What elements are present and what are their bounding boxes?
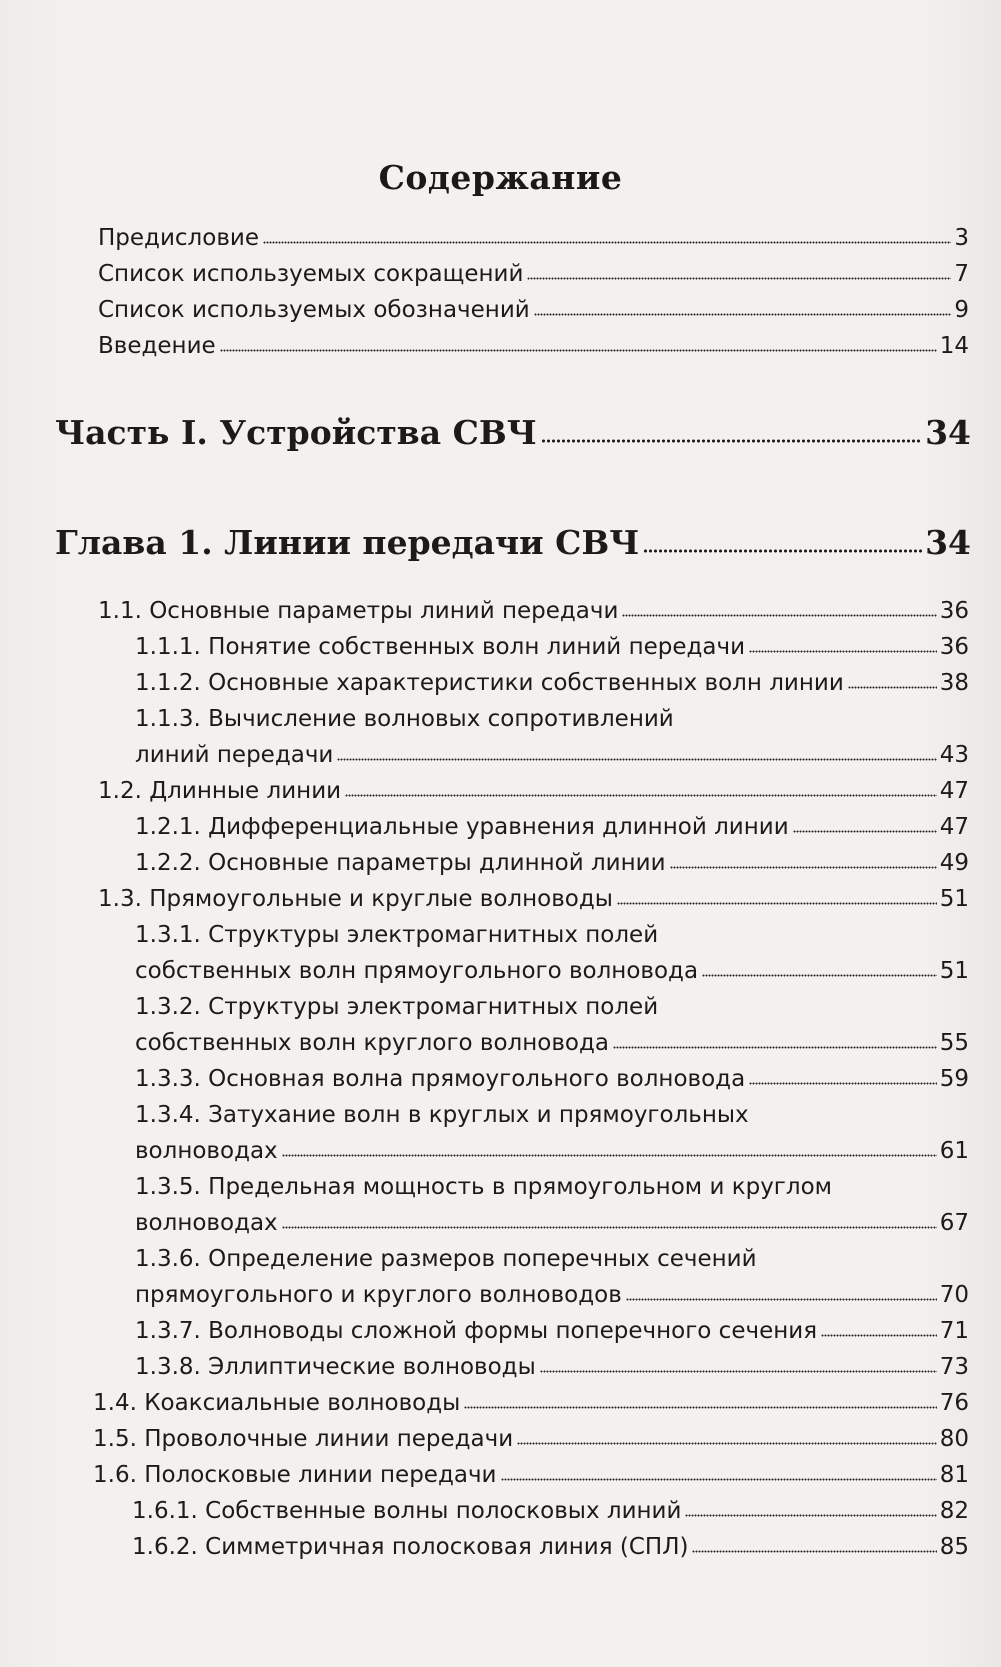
dot-leader [527,276,951,280]
toc-entry-label: 1.3.3. Основная волна прямоугольного волновода [135,1066,746,1092]
page-number: 47 [939,814,969,840]
dot-leader [643,548,922,554]
page-number: 14 [939,333,969,359]
page-number: 36 [939,598,969,624]
toc-entry-label: 1.5. Проволочные линии передачи [93,1426,514,1452]
dot-leader [793,829,937,833]
page-number: 36 [939,634,969,660]
toc-entry-label: собственных волн прямоугольного волновода [135,958,699,984]
toc-entry-label: 1.3.7. Волноводы сложной формы поперечного сечения [135,1318,818,1344]
toc-entry-1-3-5 [135,1210,969,1236]
toc-entry-1-1-2 [135,670,969,696]
dot-leader [702,973,937,977]
toc-entry-part-1 [55,413,971,452]
page-number: 76 [939,1390,969,1416]
toc-entry-abbreviations [98,261,969,287]
toc-entry-1-3-7 [135,1318,969,1344]
toc-entry-label: прямоугольного и круглого волноводов [135,1282,622,1308]
toc-entry-1-3-1 [135,958,969,984]
dot-leader [613,1045,937,1049]
toc-entry-label: Список используемых обозначений [98,297,530,323]
page-number: 51 [939,886,969,912]
page-number: 43 [939,742,969,768]
toc-entry-label: Список используемых сокращений [98,261,524,287]
toc-entry-1-1-1 [135,634,969,660]
toc-entry-label: 1.6. Полосковые линии передачи [93,1462,497,1488]
toc-entry-1-3 [98,886,969,912]
dot-leader [626,1297,937,1301]
toc-entry-1-2-1 [135,814,969,840]
toc-entry-label: Часть I. Устройства СВЧ [55,413,537,452]
toc-entry-label: волноводах [135,1138,278,1164]
toc-entry-1-6-1 [132,1498,969,1524]
dot-leader [534,312,952,316]
page-number: 9 [954,297,969,323]
toc-entry-1-3-6 [135,1282,969,1308]
toc-entry-label: 1.1.1. Понятие собственных волн линий передачи [135,634,746,660]
toc-entry-1-6 [93,1462,969,1488]
dot-leader [337,757,936,761]
toc-entry-1-3-1-line1: 1.3.1. Структуры электромагнитных полей [135,922,659,948]
page-number: 38 [939,670,969,696]
toc-entry-label: 1.3.8. Эллиптические волноводы [135,1354,536,1380]
page-number: 61 [939,1138,969,1164]
toc-entry-label: 1.2. Длинные линии [98,778,342,804]
dot-leader [220,348,937,352]
dot-leader [821,1333,937,1337]
page-number: 59 [939,1066,969,1092]
toc-entry-1-3-2 [135,1030,969,1056]
page-number: 7 [954,261,969,287]
toc-entry-label: 1.6.2. Симметричная полосковая линия (СПЛ) [132,1534,689,1560]
dot-leader [622,613,936,617]
toc-entry-label: 1.1.2. Основные характеристики собственных волн линии [135,670,844,696]
toc-entry-label: Введение [98,333,216,359]
dot-leader [282,1153,937,1157]
page-number: 82 [939,1498,969,1524]
toc-entry-1-3-2-line1: 1.3.2. Структуры электромагнитных полей [135,994,659,1020]
toc-entry-introduction [98,333,969,359]
page-title: Содержание [378,158,623,197]
dot-leader [517,1441,937,1445]
dot-leader [749,1081,937,1085]
toc-entry-1-3-4 [135,1138,969,1164]
toc-entry-1-2 [98,778,969,804]
toc-entry-1-1-3 [135,742,969,768]
page-number: 67 [939,1210,969,1236]
toc-entry-notation [98,297,969,323]
toc-entry-label: 1.4. Коаксиальные волноводы [93,1390,461,1416]
toc-entry-label: волноводах [135,1210,278,1236]
toc-entry-label: собственных волн круглого волновода [135,1030,609,1056]
page-number: 3 [954,225,969,251]
toc-entry-label: 1.2.1. Дифференциальные уравнения длинной линии [135,814,789,840]
dot-leader [749,649,937,653]
toc-entry-label: 1.3. Прямоугольные и круглые волноводы [98,886,613,912]
toc-entry-label: линий передачи [135,742,334,768]
toc-entry-1-1-3-line1: 1.1.3. Вычисление волновых сопротивлений [135,706,674,732]
toc-entry-1-5 [93,1426,969,1452]
dot-leader [692,1549,936,1553]
page-number: 71 [939,1318,969,1344]
toc-entry-label: 1.1. Основные параметры линий передачи [98,598,619,624]
dot-leader [501,1477,937,1481]
page-number: 51 [939,958,969,984]
dot-leader [848,685,937,689]
dot-leader [617,901,937,905]
toc-entry-preface [98,225,969,251]
dot-leader [282,1225,937,1229]
toc-entry-1-6-2 [132,1534,969,1560]
toc-entry-chapter-1 [55,523,971,562]
page-number: 34 [925,523,971,562]
dot-leader [670,865,937,869]
toc-entry-label: Глава 1. Линии передачи СВЧ [55,523,640,562]
dot-leader [685,1513,936,1517]
toc-entry-label: 1.2.2. Основные параметры длинной линии [135,850,666,876]
toc-entry-1-3-4-line1: 1.3.4. Затухание волн в круглых и прямоугольных [135,1102,749,1128]
dot-leader [540,1369,937,1373]
page-number: 49 [939,850,969,876]
dot-leader [464,1405,936,1409]
toc-entry-1-3-5-line1: 1.3.5. Предельная мощность в прямоугольном и круглом [135,1174,833,1200]
dot-leader [263,240,951,244]
toc-entry-1-4 [93,1390,969,1416]
page-number: 34 [925,413,971,452]
toc-entry-1-3-3 [135,1066,969,1092]
dot-leader [541,438,922,444]
page-number: 47 [939,778,969,804]
toc-entry-label: 1.6.1. Собственные волны полосковых линий [132,1498,682,1524]
toc-entry-1-3-6-line1: 1.3.6. Определение размеров поперечных сечений [135,1246,757,1272]
toc-entry-1-3-8 [135,1354,969,1380]
page-number: 85 [939,1534,969,1560]
dot-leader [345,793,937,797]
page-number: 55 [939,1030,969,1056]
page-number: 73 [939,1354,969,1380]
toc-entry-1-1 [98,598,969,624]
toc-entry-1-2-2 [135,850,969,876]
page-number: 81 [939,1462,969,1488]
toc-entry-label: Предисловие [98,225,259,251]
page-number: 70 [939,1282,969,1308]
page-number: 80 [939,1426,969,1452]
